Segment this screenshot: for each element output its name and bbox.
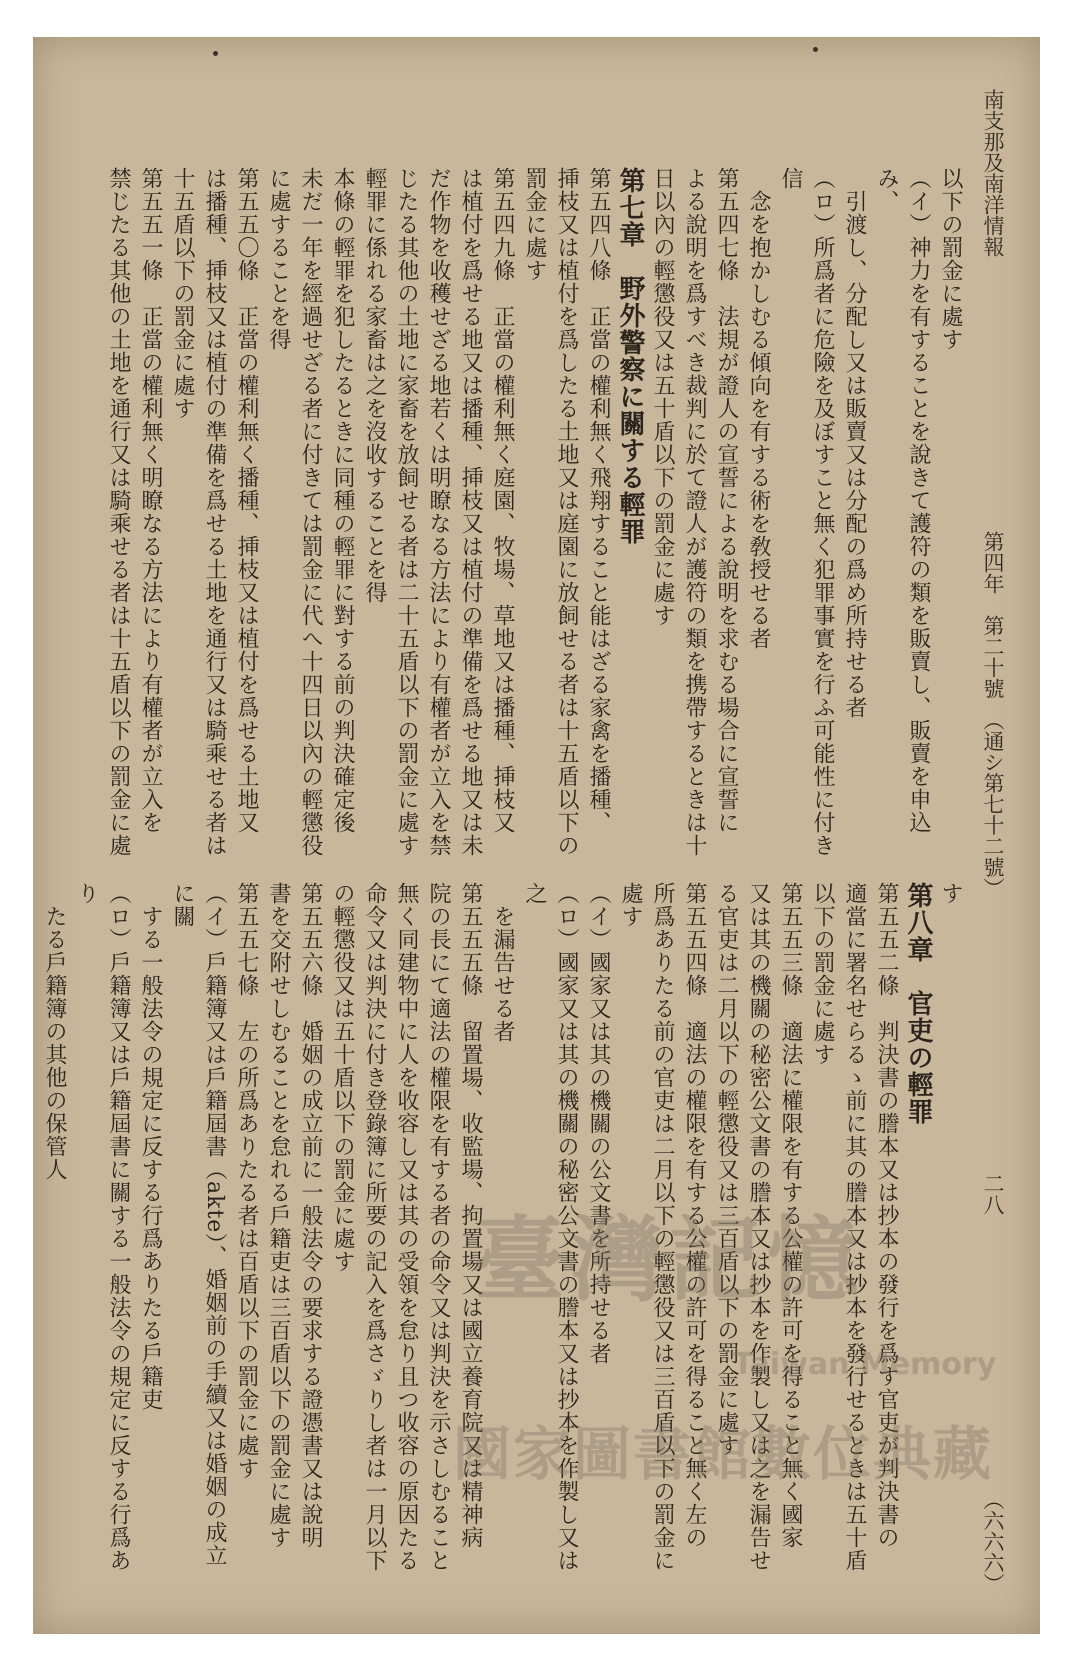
text-line: 念を抱かしむる傾向を有する術を敎授せる者 [746, 167, 771, 650]
text-line: 禁じたる其他の土地を通行又は騎乘せる者は十五盾以下の罰金に處 [106, 167, 131, 857]
text-line: を漏告せる者 [490, 882, 515, 1043]
text-line: 第五五七條 左の所爲ありたる者は百盾以下の罰金に處す [234, 882, 259, 1480]
text-line: （ロ）國家又は其の機關の秘密公文書の謄本又は抄本を作製し又は之 [522, 882, 579, 1572]
watermark-library-text: 國家圖書館數位典藏 [453, 1420, 994, 1488]
print-speck [213, 51, 218, 56]
text-line: 挿枝又は植付を爲したる土地又は庭園に放飼せる者は十五盾以下の [554, 167, 579, 857]
text-line: 第八章 官吏の輕罪 [903, 882, 933, 1125]
text-line: （ロ）所爲者に危險を及ぼすこと無く犯罪事實を行ふ可能性に付き信 [778, 167, 835, 857]
watermark-latin-text: Taiwan Memory [733, 1347, 997, 1382]
text-line: 日以內の輕懲役又は五十盾以下の罰金に處す [650, 167, 675, 627]
text-line: 第五五〇條 正當の權利無く播種、挿枝又は植付を爲せる土地又 [234, 167, 259, 834]
text-line: する一般法令の規定に反する行爲ありたる戶籍吏 [138, 882, 163, 1411]
text-line: す [938, 882, 963, 905]
print-speck [813, 47, 818, 52]
text-line: 第五五六條 婚姻の成立前に一般法令の要求する證憑書又は說明 [298, 882, 323, 1549]
text-line: 以下の罰金に處す [810, 882, 835, 1066]
text-line: 第五五四條 適法の權限を有する公權の許可を得ること無く左の [682, 882, 707, 1549]
text-line: 未だ一年を經過せざる者に付きては罰金に代へ十四日以內の輕懲役 [298, 167, 323, 857]
text-line: は播種、挿枝又は植付の準備を爲せる土地を通行又は騎乘せる者は [202, 167, 227, 857]
text-line: る官吏は二月以下の輕懲役又は三百盾以下の罰金に處す [714, 882, 739, 1457]
text-line: 院の長にて適法の權限を有する者の命令又は判決を示さしむること [426, 882, 451, 1572]
text-line: の輕懲役又は五十盾以下の罰金に處す [330, 882, 355, 1273]
text-line: 書を交附せしむることを怠れる戶籍吏は三百盾以下の罰金に處す [266, 882, 291, 1549]
text-line: 第五四七條 法規が證人の宣誓による說明を求むる場合に宣誓に [714, 167, 739, 834]
text-line: 處す [618, 882, 643, 928]
text-line: 引渡し、分配し又は販賣又は分配の爲め所持せる者 [842, 167, 867, 719]
text-line: だ作物を收穫せざる地若くは明瞭なる方法により有權者が立入を禁 [426, 167, 451, 857]
text-line: 第五五三條 適法に權限を有する公權の許可を得ること無く國家 [778, 882, 803, 1549]
text-line: よる說明を爲すべき裁判に於て證人が護符の類を携帶するときは十 [682, 167, 707, 857]
text-line: （ロ）戶籍簿又は戶籍屆書に關する一般法令の規定に反する行爲あり [74, 882, 131, 1572]
text-line: （イ）神力を有することを說きて護符の類を販賣し、販賣を申込み、 [874, 167, 931, 834]
text-line: 罰金に處す [522, 167, 547, 282]
text-line: 命令又は判決に付き登錄簿に所要の記入を爲さゞりし者は一月以下 [362, 882, 387, 1572]
text-line: たる戶籍簿の其他の保管人 [42, 882, 67, 1181]
text-line: 第五五五條 留置場、收監場、拘置場又は國立養育院又は精神病 [458, 882, 483, 1549]
text-line: 適當に署名せらるゝ前に其の謄本又は抄本を發行せるときは五十盾 [842, 882, 867, 1572]
upper-text-block [106, 167, 966, 857]
text-line: 第七章 野外警察に關する輕罪 [615, 167, 645, 545]
scanned-page [33, 37, 1040, 1634]
journal-title: 南支那及南洋情報 [981, 89, 1005, 257]
watermark-seal-text: 臺灣記憶 [473, 1207, 866, 1314]
text-line: 第五四八條 正當の權利無く飛翔すること能はざる家禽を播種、 [586, 167, 611, 834]
page-number: 二八 [981, 1172, 1005, 1215]
text-line: 無く同建物中に人を收容し又は其の受領を怠り且つ收容の原因たる [394, 882, 419, 1572]
text-line: 第五四九條 正當の權利無く庭園、牧場、草地又は播種、挿枝又 [490, 167, 515, 834]
text-line: 所爲ありたる前の官吏は二月以下の輕懲役又は三百盾以下の罰金に [650, 882, 675, 1572]
text-line: 以下の罰金に處す [938, 167, 963, 351]
text-line: 第五五一條 正當の權利無く明瞭なる方法により有權者が立入を [138, 167, 163, 834]
text-line: 第五五二條 判決書の謄本又は抄本の發行を爲す官吏が判決書の [874, 882, 899, 1549]
text-line: 輕罪に係れる家畜は之を沒收することを得 [362, 167, 387, 604]
text-line: じたる其他の土地に家畜を放飼せる者は二十五盾以下の罰金に處す [394, 167, 419, 857]
text-line: に處することを得 [266, 167, 291, 351]
page-total: （六六六） [981, 1488, 1005, 1594]
text-line: 十五盾以下の罰金に處す [170, 167, 195, 420]
text-line: は植付を爲せる地又は播種、挿枝又は植付の準備を爲せる地又は未 [458, 167, 483, 857]
text-line: 又は其の機關の秘密公文書の謄本又は抄本を作製し又は之を漏告せ [746, 882, 771, 1572]
issue-info: 第四年 第二十號 （通シ第七十二號） [981, 531, 1005, 899]
text-line: （イ）國家又は其の機關の公文書を所持せる者 [586, 882, 611, 1365]
text-line: （イ）戶籍簿又は戶籍屆書（akte）、婚姻前の手續又は婚姻の成立に關 [170, 882, 227, 1568]
text-line: 本條の輕罪を犯したるときに同種の輕罪に對する前の判決確定後 [330, 167, 355, 834]
